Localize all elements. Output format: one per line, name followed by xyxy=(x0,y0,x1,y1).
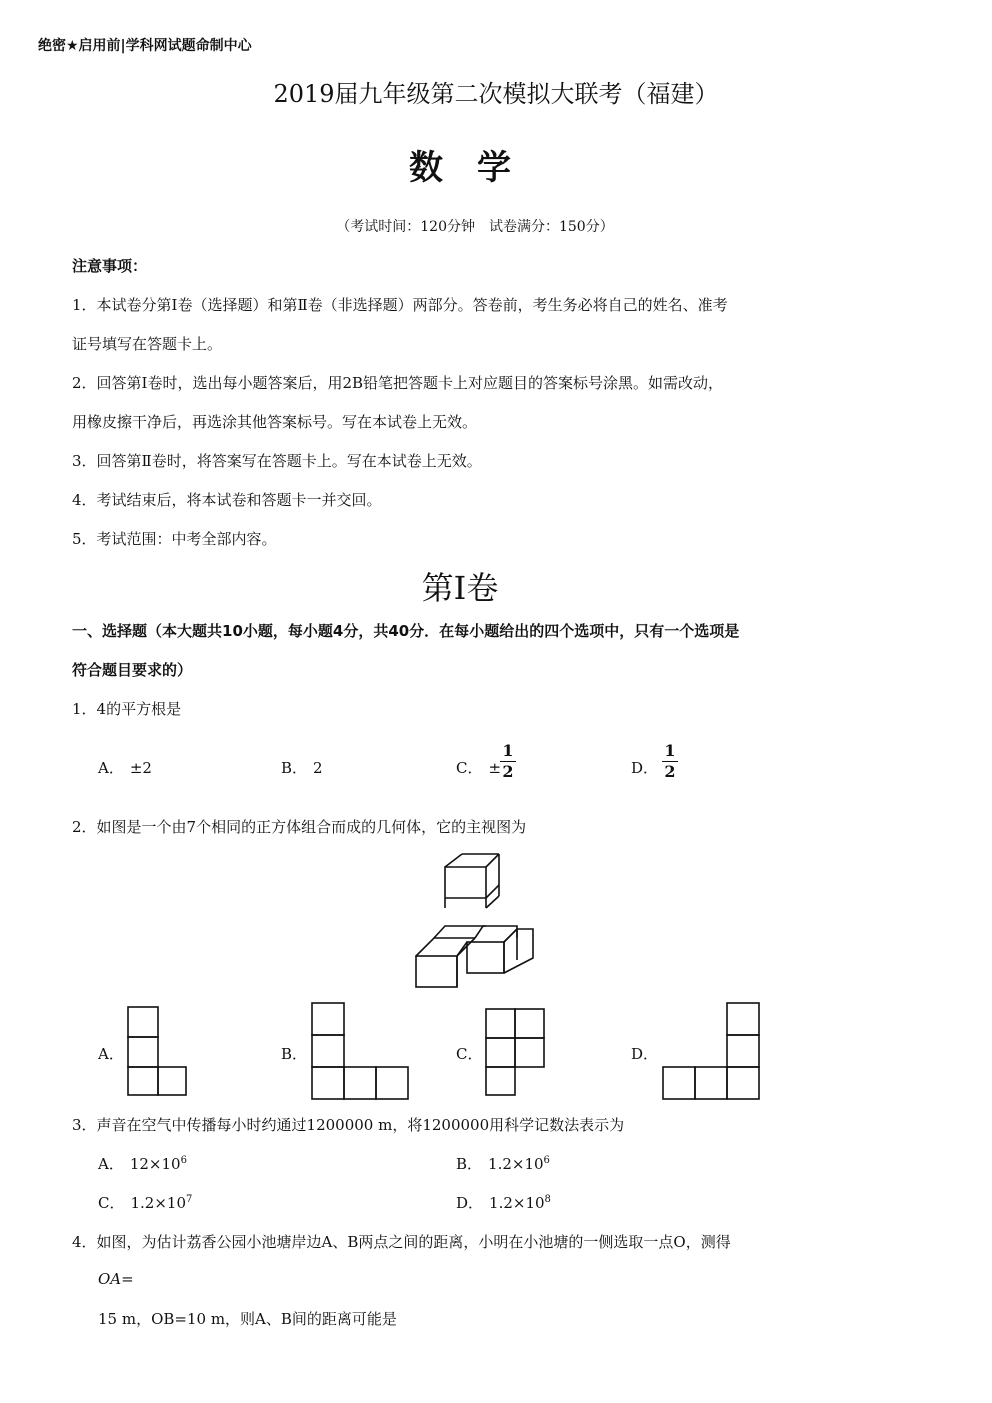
note-line-1: 1．本试卷分第Ⅰ卷（选择题）和第Ⅱ卷（非选择题）两部分。答卷前，考生务必将自己的姓名、准考 xyxy=(72,296,728,314)
q1-option-a xyxy=(98,757,152,778)
q3-c-base: 1.2×10 xyxy=(130,1194,186,1212)
option-label: C． xyxy=(456,759,483,777)
denominator: 2 xyxy=(502,762,514,781)
q3-option-b xyxy=(456,1153,550,1174)
q4-stem-line-1: 4．如图，为估计荔香公园小池塘岸边A、B两点之间的距离，小明在小池塘的一侧选取一点O，测得 xyxy=(72,1233,731,1251)
confidential-banner: 绝密★启用前|学科网试题命制中心 xyxy=(38,38,252,54)
q2-option-a-label: A． xyxy=(98,1045,124,1063)
q1-option-d xyxy=(631,757,658,778)
option-label: A． xyxy=(98,1155,124,1173)
option-label: C． xyxy=(98,1194,125,1212)
cube-solid-figure xyxy=(400,850,550,992)
q3-a-base: 12×10 xyxy=(129,1155,181,1173)
numerator: 1 xyxy=(664,741,676,760)
q1-b-value: 2 xyxy=(313,759,323,777)
q2-stem: 2．如图是一个由7个相同的正方体组合而成的几何体，它的主视图为 xyxy=(72,818,527,836)
q3-option-c xyxy=(98,1192,192,1213)
q2-option-a-figure xyxy=(126,1005,190,1097)
q3-option-d xyxy=(456,1192,551,1213)
q1-stem: 1．4的平方根是 xyxy=(72,700,182,718)
section-instructions-2: 符合题目要求的） xyxy=(72,661,193,679)
q3-stem: 3．声音在空气中传播每小时约通过1200000 m，将1200000用科学记数法表示为 xyxy=(72,1116,625,1134)
numerator: 1 xyxy=(502,741,514,760)
subject-title: 数 学 xyxy=(409,148,511,188)
denominator: 2 xyxy=(664,762,676,781)
option-label: D． xyxy=(631,759,659,777)
note-line-7: 5．考试范围：中考全部内容。 xyxy=(72,530,277,548)
q2-option-b-figure xyxy=(310,1001,412,1103)
note-line-4: 用橡皮擦干净后，再选涂其他答案标号。写在本试卷上无效。 xyxy=(72,413,478,431)
q1-c-fraction xyxy=(500,742,516,781)
q3-option-a xyxy=(98,1153,187,1174)
q2-option-c-label: C． xyxy=(456,1045,483,1063)
q4-stem-line-3: 15 m，OB=10 m，则A、B间的距离可能是 xyxy=(98,1310,397,1328)
q1-a-value: ±2 xyxy=(129,759,152,777)
q1-d-fraction xyxy=(662,742,678,781)
note-line-5: 3．回答第Ⅱ卷时，将答案写在答题卡上。写在本试卷上无效。 xyxy=(72,452,482,470)
note-line-2: 证号填写在答题卡上。 xyxy=(72,335,223,353)
q3-b-exponent: 6 xyxy=(543,1155,550,1166)
section-instructions-1: 一、选择题（本大题共10小题，每小题4分，共40分．在每小题给出的四个选项中，只有一个选项是 xyxy=(72,622,740,640)
q1-option-b xyxy=(281,757,323,778)
q2-option-c-figure xyxy=(484,1007,548,1097)
section-title: 第Ⅰ卷 xyxy=(421,569,499,607)
q2-option-d-figure xyxy=(660,1001,764,1103)
q3-d-exponent: 8 xyxy=(544,1194,551,1205)
option-label: B． xyxy=(281,759,308,777)
q1-option-c xyxy=(456,757,501,778)
q3-a-exponent: 6 xyxy=(180,1155,187,1166)
q4-stem-line-2: OA= xyxy=(98,1270,134,1288)
note-line-3: 2．回答第Ⅰ卷时，选出每小题答案后，用2B铅笔把答题卡上对应题目的答案标号涂黑。如需改动， xyxy=(72,374,724,392)
exam-title: 2019届九年级第二次模拟大联考（福建） xyxy=(273,80,719,108)
notes-heading: 注意事项： xyxy=(72,257,148,275)
exam-info: （考试时间：120分钟 试卷满分：150分） xyxy=(336,219,614,235)
note-line-6: 4．考试结束后，将本试卷和答题卡一并交回。 xyxy=(72,491,382,509)
q3-d-base: 1.2×10 xyxy=(489,1194,545,1212)
q3-b-base: 1.2×10 xyxy=(488,1155,544,1173)
q2-option-b-label: B． xyxy=(281,1045,308,1063)
q1-c-sign: ± xyxy=(488,759,502,777)
q2-option-d-label: D． xyxy=(631,1045,659,1063)
option-label: D． xyxy=(456,1194,484,1212)
option-label: B． xyxy=(456,1155,483,1173)
option-label: A． xyxy=(98,759,124,777)
q3-c-exponent: 7 xyxy=(186,1194,193,1205)
